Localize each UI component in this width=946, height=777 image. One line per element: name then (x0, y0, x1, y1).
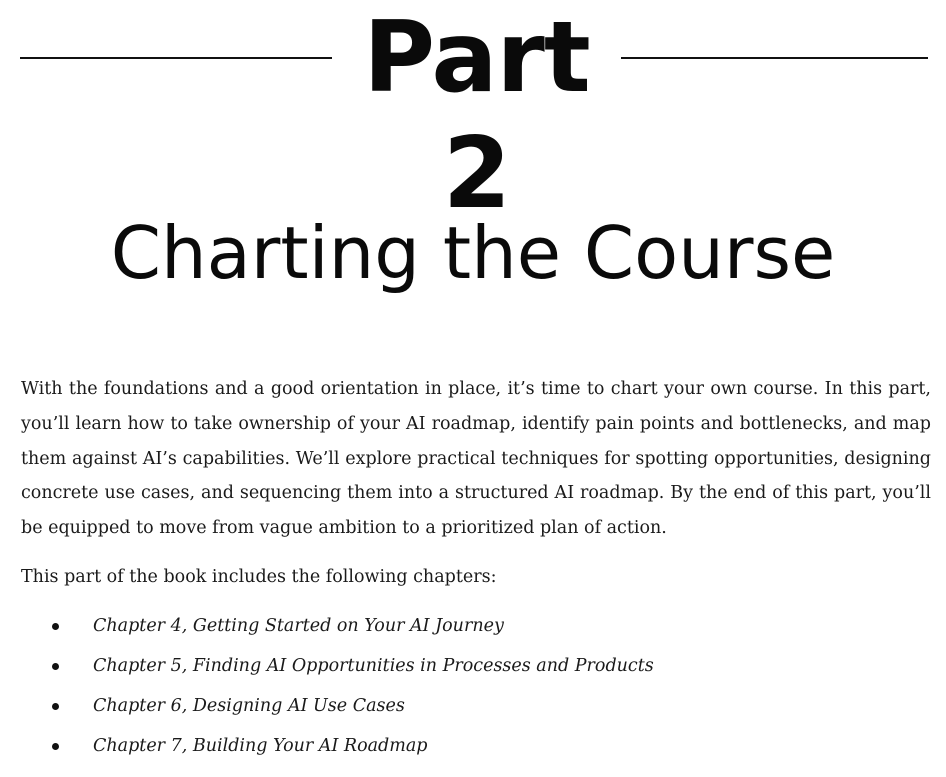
part-rule-left (20, 57, 332, 59)
intro-paragraph: With the foundations and a good orientation in place, it’s time to chart your own course. In this part, you’ll learn how to take ownership of your AI roadmap, identify pain points and bottlenecks, and map them against AI’s capabilities. We’ll explore practical techniques for spotting opportunities, designing concrete use cases, and sequencing them into a structured AI roadmap. By the end of this part, you’ll be equipped to move from vague ambition to a prioritized plan of action. (21, 379, 931, 539)
bullet-icon (52, 663, 59, 670)
chapter-list (0, 608, 946, 768)
list-item (0, 688, 946, 728)
bullet-icon (52, 743, 59, 750)
part-label: Part 2 (363, 1, 590, 231)
list-item (0, 608, 946, 648)
list-item (0, 648, 946, 688)
part-title: Charting the Course (110, 211, 836, 295)
bullet-icon (52, 703, 59, 710)
chapters-lead-text: This part of the book includes the following chapters: (21, 567, 497, 587)
list-item (0, 728, 946, 768)
part-header (0, 0, 946, 231)
chapter-link[interactable]: Chapter 5, Finding AI Opportunities in Processes and Products (93, 656, 654, 676)
bullet-icon (52, 623, 59, 630)
chapter-link[interactable]: Chapter 7, Building Your AI Roadmap (93, 736, 428, 756)
chapter-link[interactable]: Chapter 4, Getting Started on Your AI Journey (93, 616, 504, 636)
chapter-link[interactable]: Chapter 6, Designing AI Use Cases (93, 696, 405, 716)
part-rule-right (621, 57, 928, 59)
